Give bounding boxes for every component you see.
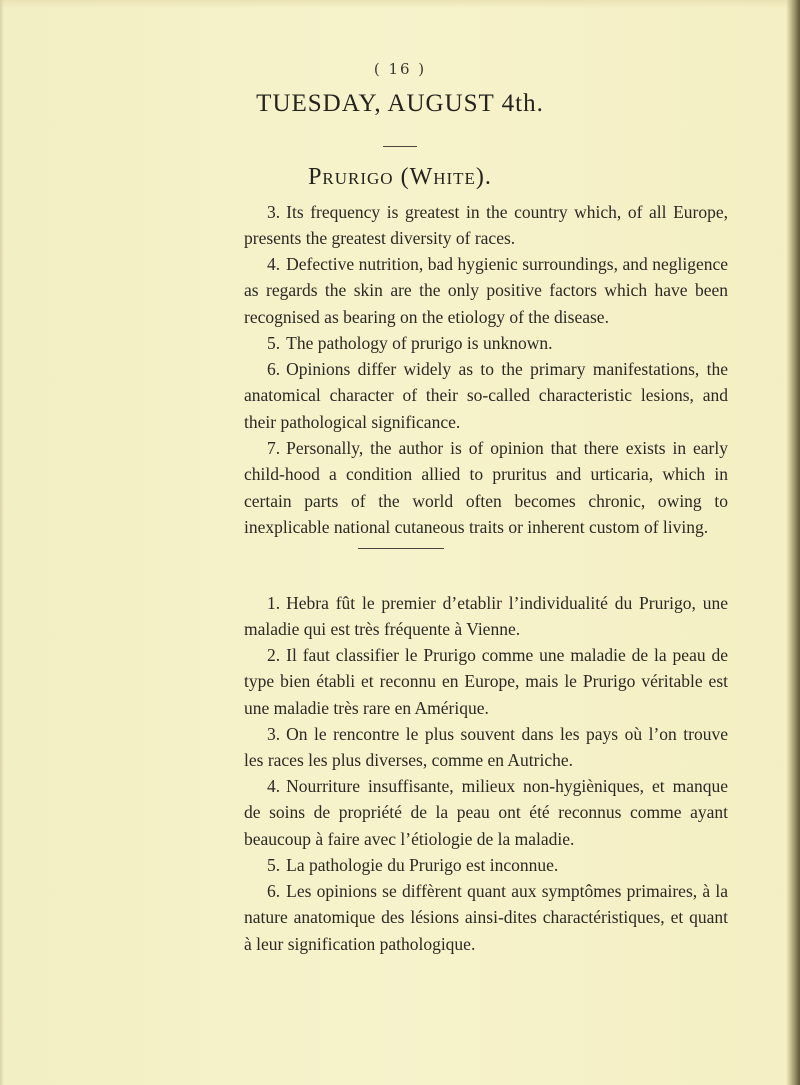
page-number: ( 16 ) xyxy=(373,60,427,78)
paragraph-number: 4. xyxy=(267,776,281,796)
paragraph-text: Opinions differ widely as to the primary manifestations, the anatomical character of their so-called characteristic lesions, and their pathological significance. xyxy=(244,359,728,432)
paragraph-number: 2. xyxy=(267,645,281,665)
french-paragraph xyxy=(244,642,728,721)
french-paragraph xyxy=(244,773,728,852)
paragraph-number: 6. xyxy=(267,881,281,901)
english-paragraph xyxy=(244,199,728,252)
paragraph-text: On le rencontre le plus souvent dans les pays où l’on trouve les races les plus diverses, comme en Autriche. xyxy=(244,724,728,771)
page-left-edge xyxy=(0,0,4,1085)
paragraph-number: 5. xyxy=(267,333,281,353)
paragraph-text: Nourriture insuffisante, milieux non-hygièniques, et manque de soins de propriété de la peau ont été reconnus comme ayant beaucoup à faire avec l’étiologie de la maladie. xyxy=(244,776,728,849)
page-binding-shadow xyxy=(786,0,800,1085)
paragraph-text: Hebra fût le premier d’etablir l’individualité du Prurigo, une maladie qui est très fréquente à Vienne. xyxy=(244,593,728,640)
paragraph-text: La pathologie du Prurigo est inconnue. xyxy=(286,855,559,875)
english-paragraph xyxy=(244,356,728,435)
paragraph-number: 1. xyxy=(267,593,281,613)
french-paragraph xyxy=(244,590,728,643)
page-top-edge xyxy=(0,0,800,8)
paragraph-number: 5. xyxy=(267,855,281,875)
english-paragraph xyxy=(244,435,728,540)
english-paragraph xyxy=(244,330,728,356)
french-paragraph xyxy=(244,852,728,878)
english-paragraph xyxy=(244,251,728,330)
paragraph-text: Its frequency is greatest in the country which, of all Europe, presents the greatest diversity of races. xyxy=(244,202,728,249)
page-heading: TUESDAY, AUGUST 4th. xyxy=(256,90,544,117)
paragraph-number: 7. xyxy=(267,438,281,458)
french-paragraph xyxy=(244,878,728,957)
french-paragraph xyxy=(244,721,728,774)
paragraph-text: Les opinions se diffèrent quant aux symptômes primaires, à la nature anatomique des lésions ainsi-dites charactéristiques, et quant à leur signification pathologique. xyxy=(244,881,728,954)
paragraph-number: 4. xyxy=(267,254,281,274)
paragraph-text: Personally, the author is of opinion that there exists in early child-hood a condition allied to pruritus and urticaria, which in certain parts of the world often becomes chronic, owing to inexplicable national cutaneous traits or inherent custom of living. xyxy=(244,438,728,537)
paragraph-number: 6. xyxy=(267,359,281,379)
paragraph-text: The pathology of prurigo is unknown. xyxy=(286,333,553,353)
section-title: Prurigo (White). xyxy=(308,164,492,190)
heading-divider xyxy=(383,146,417,147)
paragraph-text: Defective nutrition, bad hygienic surroundings, and negligence as regards the skin are the only positive factors which have been recognised as bearing on the etiology of the disease. xyxy=(244,254,728,327)
paragraph-number: 3. xyxy=(267,724,281,744)
paragraph-text: Il faut classifier le Prurigo comme une maladie de la peau de type bien établi et reconnu en Europe, mais le Prurigo véritable est une maladie très rare en Amérique. xyxy=(244,645,728,718)
paragraph-number: 3. xyxy=(267,202,281,222)
section-divider xyxy=(358,548,444,549)
